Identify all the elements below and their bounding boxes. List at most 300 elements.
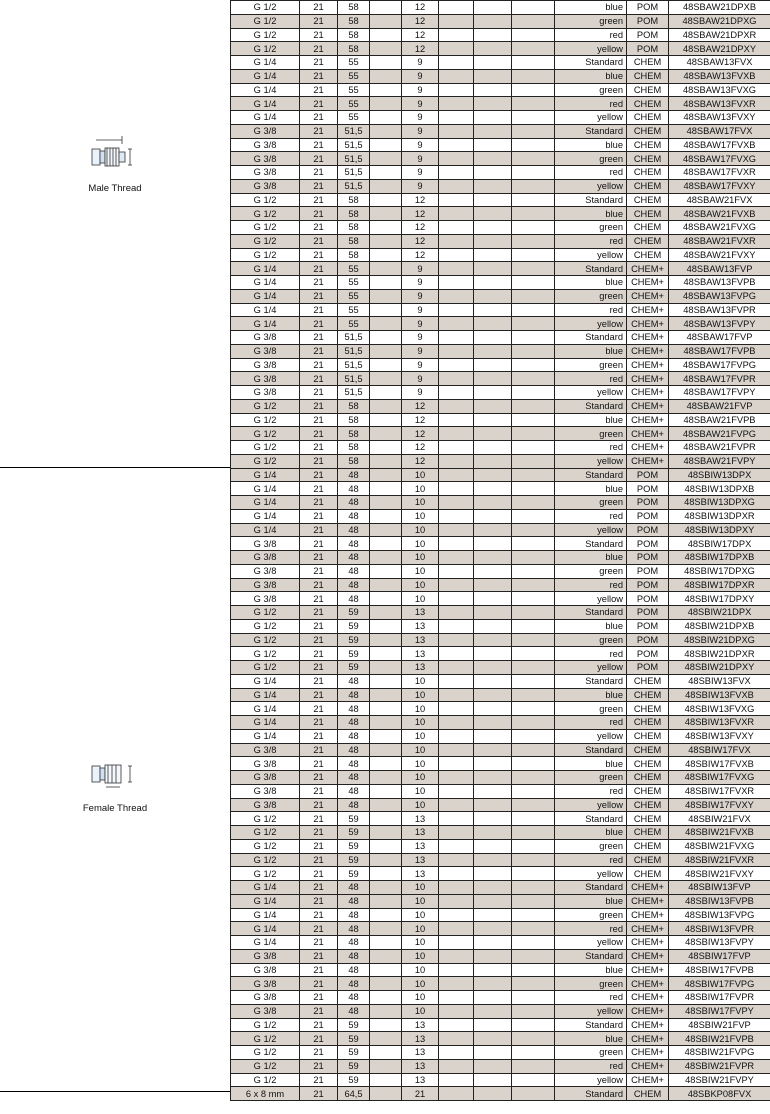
cell-c6 xyxy=(439,482,474,496)
cell-material: POM xyxy=(627,619,669,633)
cell-c4 xyxy=(370,138,402,152)
table-row xyxy=(231,949,770,963)
cell-color: green xyxy=(555,152,627,166)
cell-c2: 21 xyxy=(300,977,338,991)
cell-color: Standard xyxy=(555,1018,627,1032)
cell-c7 xyxy=(474,303,512,317)
cell-hex: 10 xyxy=(402,729,439,743)
cell-thread: G 3/8 xyxy=(231,537,300,551)
cell-c6 xyxy=(439,784,474,798)
cell-part-number: 48SBAW17FVPR xyxy=(669,372,770,386)
cell-c4 xyxy=(370,619,402,633)
table-row xyxy=(231,523,770,537)
cell-hex: 10 xyxy=(402,578,439,592)
cell-thread: G 1/2 xyxy=(231,826,300,840)
cell-c2: 21 xyxy=(300,812,338,826)
cell-hex: 13 xyxy=(402,839,439,853)
cell-length: 55 xyxy=(338,317,370,331)
cell-c7 xyxy=(474,441,512,455)
cell-length: 59 xyxy=(338,812,370,826)
cell-part-number: 48SBIW21DPXY xyxy=(669,661,770,675)
cell-color: Standard xyxy=(555,331,627,345)
cell-c8 xyxy=(512,839,555,853)
cell-material: CHEM+ xyxy=(627,922,669,936)
cell-c8 xyxy=(512,592,555,606)
table-row xyxy=(231,193,770,207)
cell-hex: 12 xyxy=(402,454,439,468)
cell-material: CHEM+ xyxy=(627,317,669,331)
cell-thread: G 1/2 xyxy=(231,454,300,468)
cell-c6 xyxy=(439,248,474,262)
cell-hex: 9 xyxy=(402,97,439,111)
cell-length: 48 xyxy=(338,936,370,950)
cell-material: CHEM+ xyxy=(627,399,669,413)
table-row xyxy=(231,771,770,785)
cell-c6 xyxy=(439,922,474,936)
cell-c6 xyxy=(439,674,474,688)
table-row xyxy=(231,83,770,97)
cell-length: 58 xyxy=(338,399,370,413)
cell-c7 xyxy=(474,276,512,290)
cell-c7 xyxy=(474,454,512,468)
cell-material: POM xyxy=(627,496,669,510)
cell-c6 xyxy=(439,578,474,592)
cell-c7 xyxy=(474,771,512,785)
cell-c8 xyxy=(512,798,555,812)
cell-length: 48 xyxy=(338,894,370,908)
cell-c4 xyxy=(370,97,402,111)
cell-color: red xyxy=(555,97,627,111)
cell-c7 xyxy=(474,881,512,895)
cell-length: 59 xyxy=(338,661,370,675)
cell-material: CHEM xyxy=(627,674,669,688)
cell-color: Standard xyxy=(555,124,627,138)
cell-thread: G 3/8 xyxy=(231,977,300,991)
cell-c8 xyxy=(512,826,555,840)
cell-length: 55 xyxy=(338,276,370,290)
cell-material: POM xyxy=(627,578,669,592)
cell-hex: 9 xyxy=(402,83,439,97)
cell-c4 xyxy=(370,14,402,28)
cell-part-number: 48SBIW17FVP xyxy=(669,949,770,963)
cell-color: yellow xyxy=(555,661,627,675)
cell-c6 xyxy=(439,83,474,97)
cell-material: POM xyxy=(627,523,669,537)
cell-c6 xyxy=(439,729,474,743)
cell-c7 xyxy=(474,1087,512,1101)
cell-thread: G 1/2 xyxy=(231,42,300,56)
cell-c8 xyxy=(512,14,555,28)
cell-c7 xyxy=(474,14,512,28)
cell-c7 xyxy=(474,221,512,235)
cell-material: CHEM+ xyxy=(627,1046,669,1060)
cell-c6 xyxy=(439,441,474,455)
cell-material: CHEM xyxy=(627,248,669,262)
cell-c4 xyxy=(370,496,402,510)
cell-c6 xyxy=(439,743,474,757)
cell-c4 xyxy=(370,716,402,730)
cell-color: yellow xyxy=(555,1004,627,1018)
cell-hex: 10 xyxy=(402,688,439,702)
cell-part-number: 48SBIW17FVPR xyxy=(669,991,770,1005)
cell-hex: 10 xyxy=(402,949,439,963)
cell-part-number: 48SBIW21FVP xyxy=(669,1018,770,1032)
cell-length: 48 xyxy=(338,798,370,812)
cell-c2: 21 xyxy=(300,936,338,950)
cell-part-number: 48SBIW17FVXB xyxy=(669,757,770,771)
cell-c4 xyxy=(370,537,402,551)
cell-color: blue xyxy=(555,344,627,358)
cell-part-number: 48SBAW13FVP xyxy=(669,262,770,276)
cell-part-number: 48SBAW13FVXG xyxy=(669,83,770,97)
cell-c6 xyxy=(439,372,474,386)
cell-c8 xyxy=(512,674,555,688)
cell-c6 xyxy=(439,1046,474,1060)
cell-material: CHEM+ xyxy=(627,963,669,977)
cell-c7 xyxy=(474,784,512,798)
cell-c6 xyxy=(439,839,474,853)
cell-c7 xyxy=(474,894,512,908)
cell-material: CHEM xyxy=(627,812,669,826)
cell-hex: 9 xyxy=(402,331,439,345)
cell-material: CHEM+ xyxy=(627,991,669,1005)
cell-material: CHEM xyxy=(627,83,669,97)
cell-material: CHEM xyxy=(627,702,669,716)
cell-thread: G 1/2 xyxy=(231,221,300,235)
cell-c7 xyxy=(474,509,512,523)
table-row xyxy=(231,551,770,565)
cell-c2: 21 xyxy=(300,523,338,537)
cell-c2: 21 xyxy=(300,509,338,523)
cell-part-number: 48SBAW21FVPY xyxy=(669,454,770,468)
table-row xyxy=(231,344,770,358)
cell-part-number: 48SBKP08FVX xyxy=(669,1087,770,1101)
cell-color: Standard xyxy=(555,262,627,276)
cell-material: POM xyxy=(627,537,669,551)
cell-length: 51,5 xyxy=(338,386,370,400)
cell-hex: 12 xyxy=(402,221,439,235)
cell-c4 xyxy=(370,578,402,592)
cell-part-number: 48SBAW21FVP xyxy=(669,399,770,413)
cell-part-number: 48SBIW17FVXY xyxy=(669,798,770,812)
cell-material: CHEM xyxy=(627,798,669,812)
cell-color: blue xyxy=(555,276,627,290)
cell-c8 xyxy=(512,647,555,661)
cell-c2: 21 xyxy=(300,619,338,633)
cell-c7 xyxy=(474,812,512,826)
cell-length: 55 xyxy=(338,97,370,111)
cell-c8 xyxy=(512,262,555,276)
cell-thread: G 3/8 xyxy=(231,386,300,400)
cell-c7 xyxy=(474,1032,512,1046)
cell-c4 xyxy=(370,317,402,331)
cell-length: 51,5 xyxy=(338,344,370,358)
cell-color: Standard xyxy=(555,1087,627,1101)
cell-part-number: 48SBIW21FVXR xyxy=(669,853,770,867)
cell-c6 xyxy=(439,166,474,180)
cell-color: Standard xyxy=(555,743,627,757)
cell-c4 xyxy=(370,1087,402,1101)
cell-c2: 21 xyxy=(300,83,338,97)
cell-c6 xyxy=(439,454,474,468)
cell-c8 xyxy=(512,936,555,950)
cell-thread: G 1/2 xyxy=(231,1032,300,1046)
cell-thread: G 1/2 xyxy=(231,14,300,28)
cell-length: 48 xyxy=(338,523,370,537)
cell-c6 xyxy=(439,1087,474,1101)
cell-material: CHEM+ xyxy=(627,262,669,276)
cell-c8 xyxy=(512,413,555,427)
cell-length: 55 xyxy=(338,262,370,276)
cell-part-number: 48SBAW17FVPG xyxy=(669,358,770,372)
cell-material: CHEM+ xyxy=(627,977,669,991)
cell-c2: 21 xyxy=(300,56,338,70)
cell-color: red xyxy=(555,166,627,180)
table-row xyxy=(231,894,770,908)
cell-c6 xyxy=(439,812,474,826)
cell-c8 xyxy=(512,496,555,510)
cell-hex: 12 xyxy=(402,234,439,248)
cell-hex: 9 xyxy=(402,317,439,331)
cell-length: 59 xyxy=(338,839,370,853)
cell-c8 xyxy=(512,729,555,743)
cell-c4 xyxy=(370,1059,402,1073)
cell-hex: 9 xyxy=(402,111,439,125)
table-row xyxy=(231,977,770,991)
cell-c2: 21 xyxy=(300,289,338,303)
cell-thread: G 1/2 xyxy=(231,853,300,867)
cell-thread: G 1/2 xyxy=(231,193,300,207)
cell-color: yellow xyxy=(555,317,627,331)
cell-color: Standard xyxy=(555,193,627,207)
cell-material: CHEM+ xyxy=(627,386,669,400)
cell-color: green xyxy=(555,564,627,578)
cell-thread: G 1/2 xyxy=(231,867,300,881)
cell-thread: G 3/8 xyxy=(231,771,300,785)
cell-hex: 13 xyxy=(402,826,439,840)
cell-length: 59 xyxy=(338,867,370,881)
cell-c8 xyxy=(512,908,555,922)
cell-length: 51,5 xyxy=(338,138,370,152)
cell-thread: G 1/2 xyxy=(231,812,300,826)
cell-length: 48 xyxy=(338,757,370,771)
cell-c8 xyxy=(512,289,555,303)
cell-thread: G 1/2 xyxy=(231,413,300,427)
cell-c6 xyxy=(439,221,474,235)
cell-color: red xyxy=(555,441,627,455)
cell-c7 xyxy=(474,152,512,166)
cell-c7 xyxy=(474,1,512,15)
cell-material: CHEM+ xyxy=(627,358,669,372)
cell-part-number: 48SBAW13FVPR xyxy=(669,303,770,317)
cell-thread: G 1/2 xyxy=(231,207,300,221)
cell-part-number: 48SBIW21FVX xyxy=(669,812,770,826)
table-row xyxy=(231,729,770,743)
cell-length: 58 xyxy=(338,207,370,221)
cell-length: 59 xyxy=(338,1032,370,1046)
cell-color: yellow xyxy=(555,42,627,56)
cell-c4 xyxy=(370,221,402,235)
cell-hex: 9 xyxy=(402,372,439,386)
cell-c8 xyxy=(512,399,555,413)
cell-thread: G 1/4 xyxy=(231,936,300,950)
cell-material: CHEM xyxy=(627,1087,669,1101)
cell-c7 xyxy=(474,468,512,482)
cell-hex: 12 xyxy=(402,1,439,15)
cell-thread: G 1/2 xyxy=(231,1,300,15)
cell-c2: 21 xyxy=(300,482,338,496)
cell-c6 xyxy=(439,661,474,675)
cell-color: blue xyxy=(555,551,627,565)
table-row xyxy=(231,991,770,1005)
table-row xyxy=(231,1,770,15)
table-row xyxy=(231,454,770,468)
cell-c2: 21 xyxy=(300,1087,338,1101)
cell-hex: 12 xyxy=(402,427,439,441)
cell-thread: G 3/8 xyxy=(231,331,300,345)
cell-material: CHEM xyxy=(627,757,669,771)
table-row xyxy=(231,908,770,922)
cell-c7 xyxy=(474,578,512,592)
cell-material: POM xyxy=(627,647,669,661)
table-row xyxy=(231,496,770,510)
cell-c7 xyxy=(474,399,512,413)
table-row xyxy=(231,207,770,221)
cell-hex: 13 xyxy=(402,633,439,647)
cell-hex: 12 xyxy=(402,193,439,207)
cell-material: POM xyxy=(627,482,669,496)
cell-c2: 21 xyxy=(300,1073,338,1087)
cell-c8 xyxy=(512,867,555,881)
cell-material: CHEM xyxy=(627,716,669,730)
cell-part-number: 48SBIW17FVPG xyxy=(669,977,770,991)
cell-c2: 21 xyxy=(300,991,338,1005)
cell-c6 xyxy=(439,509,474,523)
cell-c4 xyxy=(370,248,402,262)
cell-c8 xyxy=(512,509,555,523)
cell-length: 59 xyxy=(338,619,370,633)
cell-material: CHEM xyxy=(627,97,669,111)
cell-thread: G 1/4 xyxy=(231,56,300,70)
cell-c4 xyxy=(370,399,402,413)
cell-c6 xyxy=(439,124,474,138)
cell-c4 xyxy=(370,853,402,867)
cell-c8 xyxy=(512,991,555,1005)
cell-length: 58 xyxy=(338,441,370,455)
cell-hex: 10 xyxy=(402,784,439,798)
cell-length: 48 xyxy=(338,771,370,785)
cell-c4 xyxy=(370,523,402,537)
cell-c8 xyxy=(512,83,555,97)
table-row xyxy=(231,427,770,441)
cell-material: CHEM+ xyxy=(627,331,669,345)
cell-color: Standard xyxy=(555,812,627,826)
cell-thread: G 1/2 xyxy=(231,441,300,455)
cell-material: CHEM xyxy=(627,688,669,702)
cell-c2: 21 xyxy=(300,647,338,661)
cell-thread: G 3/8 xyxy=(231,798,300,812)
table-row xyxy=(231,399,770,413)
cell-c6 xyxy=(439,564,474,578)
cell-c7 xyxy=(474,1004,512,1018)
cell-c4 xyxy=(370,564,402,578)
table-row xyxy=(231,262,770,276)
cell-material: CHEM+ xyxy=(627,1032,669,1046)
cell-color: red xyxy=(555,1059,627,1073)
cell-thread: G 1/4 xyxy=(231,496,300,510)
cell-part-number: 48SBIW17DPX xyxy=(669,537,770,551)
cell-thread: G 3/8 xyxy=(231,743,300,757)
cell-color: green xyxy=(555,908,627,922)
cell-material: POM xyxy=(627,592,669,606)
cell-c8 xyxy=(512,193,555,207)
cell-part-number: 48SBIW17FVXR xyxy=(669,784,770,798)
cell-hex: 10 xyxy=(402,564,439,578)
cell-length: 48 xyxy=(338,922,370,936)
cell-material: CHEM xyxy=(627,138,669,152)
cell-color: yellow xyxy=(555,386,627,400)
cell-c8 xyxy=(512,207,555,221)
cell-thread: G 1/4 xyxy=(231,881,300,895)
cell-thread: G 1/4 xyxy=(231,894,300,908)
cell-material: CHEM xyxy=(627,234,669,248)
cell-material: CHEM+ xyxy=(627,894,669,908)
cell-c2: 21 xyxy=(300,303,338,317)
cell-hex: 9 xyxy=(402,69,439,83)
cell-part-number: 48SBIW17FVPB xyxy=(669,963,770,977)
cell-part-number: 48SBAW17FVPB xyxy=(669,344,770,358)
cell-c6 xyxy=(439,551,474,565)
cell-length: 48 xyxy=(338,578,370,592)
cell-c6 xyxy=(439,289,474,303)
cell-c4 xyxy=(370,949,402,963)
cell-c2: 21 xyxy=(300,42,338,56)
cell-thread: G 1/2 xyxy=(231,427,300,441)
cell-material: POM xyxy=(627,551,669,565)
cell-color: red xyxy=(555,991,627,1005)
cell-material: CHEM+ xyxy=(627,427,669,441)
cell-c6 xyxy=(439,138,474,152)
cell-part-number: 48SBAW13FVPB xyxy=(669,276,770,290)
cell-c2: 21 xyxy=(300,716,338,730)
cell-part-number: 48SBAW17FVP xyxy=(669,331,770,345)
table-row xyxy=(231,289,770,303)
table-row xyxy=(231,922,770,936)
cell-hex: 12 xyxy=(402,28,439,42)
cell-c4 xyxy=(370,661,402,675)
cell-c4 xyxy=(370,743,402,757)
cell-c2: 21 xyxy=(300,1059,338,1073)
cell-length: 58 xyxy=(338,193,370,207)
cell-c7 xyxy=(474,56,512,70)
cell-c4 xyxy=(370,386,402,400)
cell-hex: 10 xyxy=(402,798,439,812)
cell-c6 xyxy=(439,619,474,633)
cell-c7 xyxy=(474,949,512,963)
table-row xyxy=(231,674,770,688)
cell-c8 xyxy=(512,1046,555,1060)
cell-thread: G 1/2 xyxy=(231,661,300,675)
cell-length: 48 xyxy=(338,743,370,757)
table-row xyxy=(231,826,770,840)
cell-color: green xyxy=(555,14,627,28)
cell-part-number: 48SBIW17FVX xyxy=(669,743,770,757)
cell-thread: G 3/8 xyxy=(231,578,300,592)
cell-thread: G 1/4 xyxy=(231,468,300,482)
table-row xyxy=(231,1087,770,1101)
cell-part-number: 48SBIW21DPX xyxy=(669,606,770,620)
cell-hex: 9 xyxy=(402,358,439,372)
